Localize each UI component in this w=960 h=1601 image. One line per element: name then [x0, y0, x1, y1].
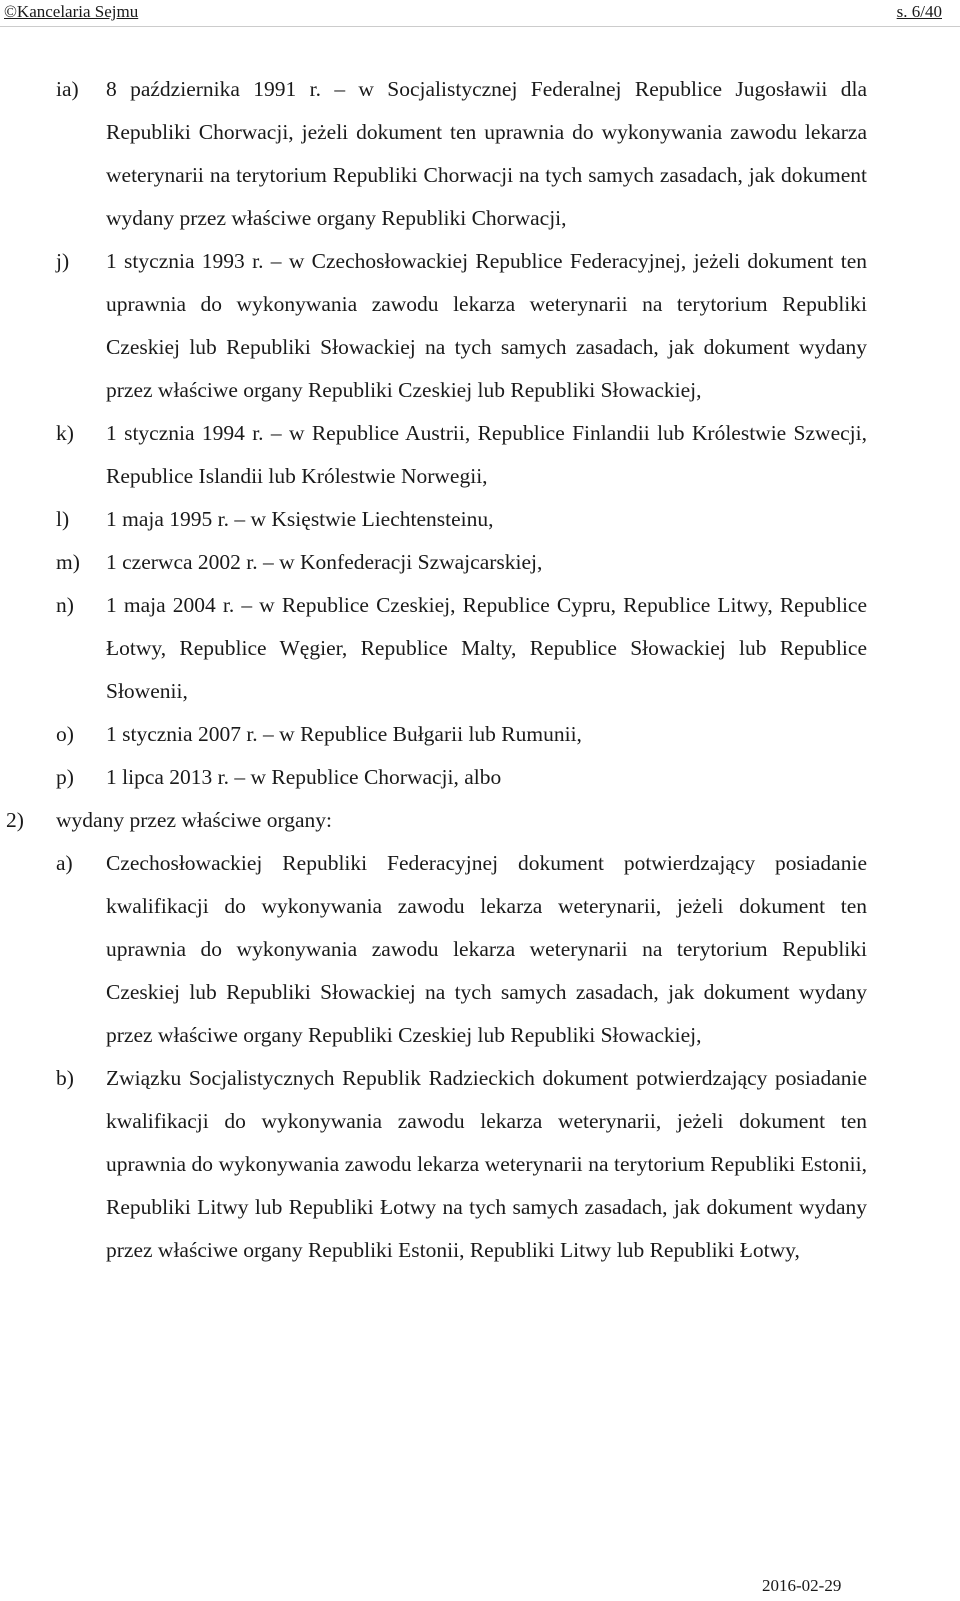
list-marker: m)	[56, 550, 80, 574]
list-item-n	[0, 584, 960, 713]
list-item-k	[0, 412, 960, 498]
list-marker: o)	[56, 722, 74, 746]
section-text: wydany przez właściwe organy:	[56, 808, 333, 832]
subitem-b	[0, 1057, 960, 1272]
list-item-text: 1 maja 1995 r. – w Księstwie Liechtensteinu,	[106, 507, 494, 531]
list-item-text: Związku Socjalistycznych Republik Radzieckich dokument potwierdzający posiadanie kwalifikacji do wykonywania zawodu lekarza weterynarii, jeżeli dokument ten uprawnia do wykonywania zawodu lekarza weterynarii na terytorium Republiki Estonii, Republiki Litwy lub Republiki Łotwy na tych samych zasadach, jak dokument wydany przez właściwe organy Republiki Estonii, Republiki Litwy lub Republiki Łotwy,	[106, 1066, 867, 1262]
list-item-l	[0, 498, 960, 541]
list-item-m	[0, 541, 960, 584]
list-item-p	[0, 756, 960, 799]
list-item-text: Czechosłowackiej Republiki Federacyjnej dokument potwierdzający posiadanie kwalifikacji do wykonywania zawodu lekarza weterynarii, jeżeli dokument ten uprawnia do wykonywania zawodu lekarza weterynarii na terytorium Republiki Czeskiej lub Republiki Słowackiej na tych samych zasadach, jak dokument wydany przez właściwe organy Republiki Czeskiej lub Republiki Słowackiej,	[106, 851, 867, 1047]
header-page-number: s. 6/40	[896, 2, 942, 21]
section-marker: 2)	[6, 808, 24, 832]
document-body	[0, 68, 960, 1272]
list-marker: p)	[56, 765, 74, 789]
list-item-text: 1 stycznia 1994 r. – w Republice Austrii, Republice Finlandii lub Królestwie Szwecji, Republice Islandii lub Królestwie Norwegii,	[106, 421, 867, 488]
page-header	[0, 0, 960, 27]
list-marker: n)	[56, 593, 74, 617]
list-marker: l)	[56, 507, 70, 531]
list-item-text: 1 maja 2004 r. – w Republice Czeskiej, Republice Cypru, Republice Litwy, Republice Łotwy, Republice Węgier, Republice Malty, Republice Słowackiej lub Republice Słowenii,	[106, 593, 867, 703]
list-marker: j)	[56, 249, 70, 273]
list-item-text: 1 czerwca 2002 r. – w Konfederacji Szwajcarskiej,	[106, 550, 543, 574]
list-item-text: 1 stycznia 2007 r. – w Republice Bułgarii lub Rumunii,	[106, 722, 582, 746]
list-item-text: 1 lipca 2013 r. – w Republice Chorwacji, albo	[106, 765, 502, 789]
list-marker: ia)	[56, 77, 79, 101]
list-item-text: 8 października 1991 r. – w Socjalistycznej Federalnej Republice Jugosławii dla Republiki Chorwacji, jeżeli dokument ten uprawnia do wykonywania zawodu lekarza weterynarii na terytorium Republiki Chorwacji na tych samych zasadach, jak dokument wydany przez właściwe organy Republiki Chorwacji,	[106, 77, 867, 230]
list-marker: b)	[56, 1066, 74, 1090]
header-copyright: ©Kancelaria Sejmu	[4, 2, 139, 21]
list-marker: a)	[56, 851, 73, 875]
list-item-ia	[0, 68, 960, 240]
list-marker: k)	[56, 421, 74, 445]
subitem-a	[0, 842, 960, 1057]
list-item-text: 1 stycznia 1993 r. – w Czechosłowackiej Republice Federacyjnej, jeżeli dokument ten uprawnia do wykonywania zawodu lekarza weterynarii na terytorium Republiki Czeskiej lub Republiki Słowackiej na tych samych zasadach, jak dokument wydany przez właściwe organy Republiki Czeskiej lub Republiki Słowackiej,	[106, 249, 867, 402]
list-item-j	[0, 240, 960, 412]
footer-date: 2016-02-29	[762, 1576, 842, 1595]
section-2	[0, 799, 960, 842]
list-item-o	[0, 713, 960, 756]
